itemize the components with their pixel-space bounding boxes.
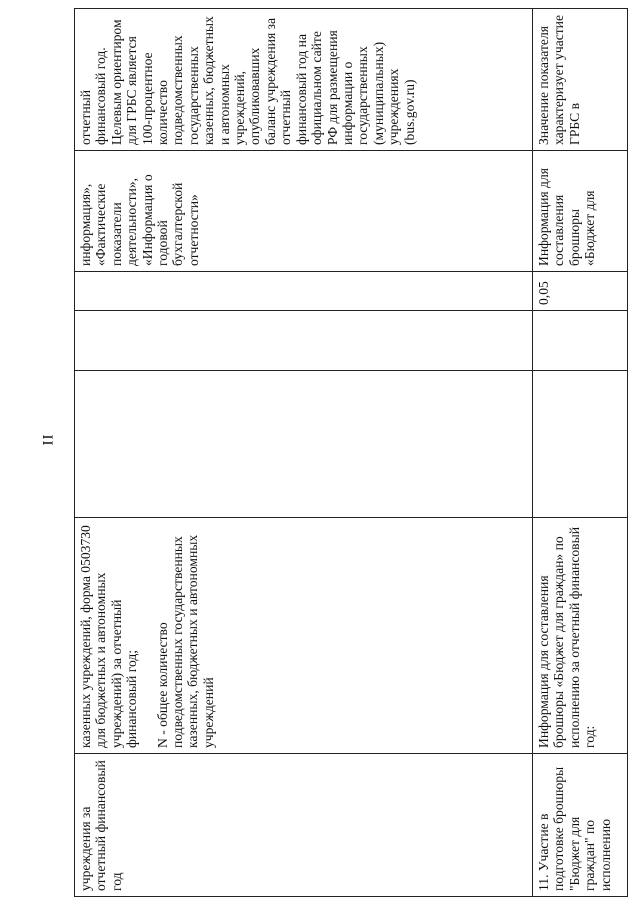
- page-number: II: [40, 433, 57, 446]
- cell-weight: 0,05: [533, 272, 628, 311]
- cell-indicator: 11. Участие в подготовке брошюры "Бюджет для граждан" по исполнению: [533, 754, 628, 897]
- cell-col3: [75, 371, 533, 518]
- cell-comment: Значение показателя характеризует участие ГРБС в: [533, 9, 628, 151]
- table-row-continuation: [75, 9, 533, 897]
- indicators-table: [74, 8, 628, 897]
- cell-col5: [75, 272, 533, 311]
- cell-col4: [75, 311, 533, 371]
- cell-formula: Информация для составления брошюры «Бюджет для граждан» по исполнению за отчетный финансовый год:: [533, 518, 628, 754]
- cell-indicator: учреждения за отчетный финансовый год: [75, 754, 533, 897]
- formula-line-2: N - общее количество подведомственных государственных казенных, бюджетных и автономных учреждений: [154, 534, 216, 748]
- cell-col4: [533, 311, 628, 371]
- cell-source: информация», «Фактические показатели деятельности», «Информация о годовой бухгалтерской отчетности»: [75, 151, 533, 272]
- table-row-11: [533, 9, 628, 897]
- cell-col3: [533, 371, 628, 518]
- cell-source: Информация для составления брошюры «Бюджет для: [533, 151, 628, 272]
- cell-formula: [75, 518, 533, 754]
- rotated-table-wrapper: [74, 9, 623, 897]
- formula-line-1: казенных учреждений, форма 0503730 для бюджетных и автономных учреждений) за отчетный финансовый год;: [78, 525, 140, 748]
- cell-comment: отчетный финансовый год. Целевым ориентиром для ГРБС является 100-процентное количество подведомственных государственных казенных, бюджетных и автономных учреждений, опубликовавших баланс учреждения за отчетный финансовый год на официальном сайте РФ для размещения информации о государственных (муниципальных) учреждениях (bus.gov.ru): [75, 9, 533, 151]
